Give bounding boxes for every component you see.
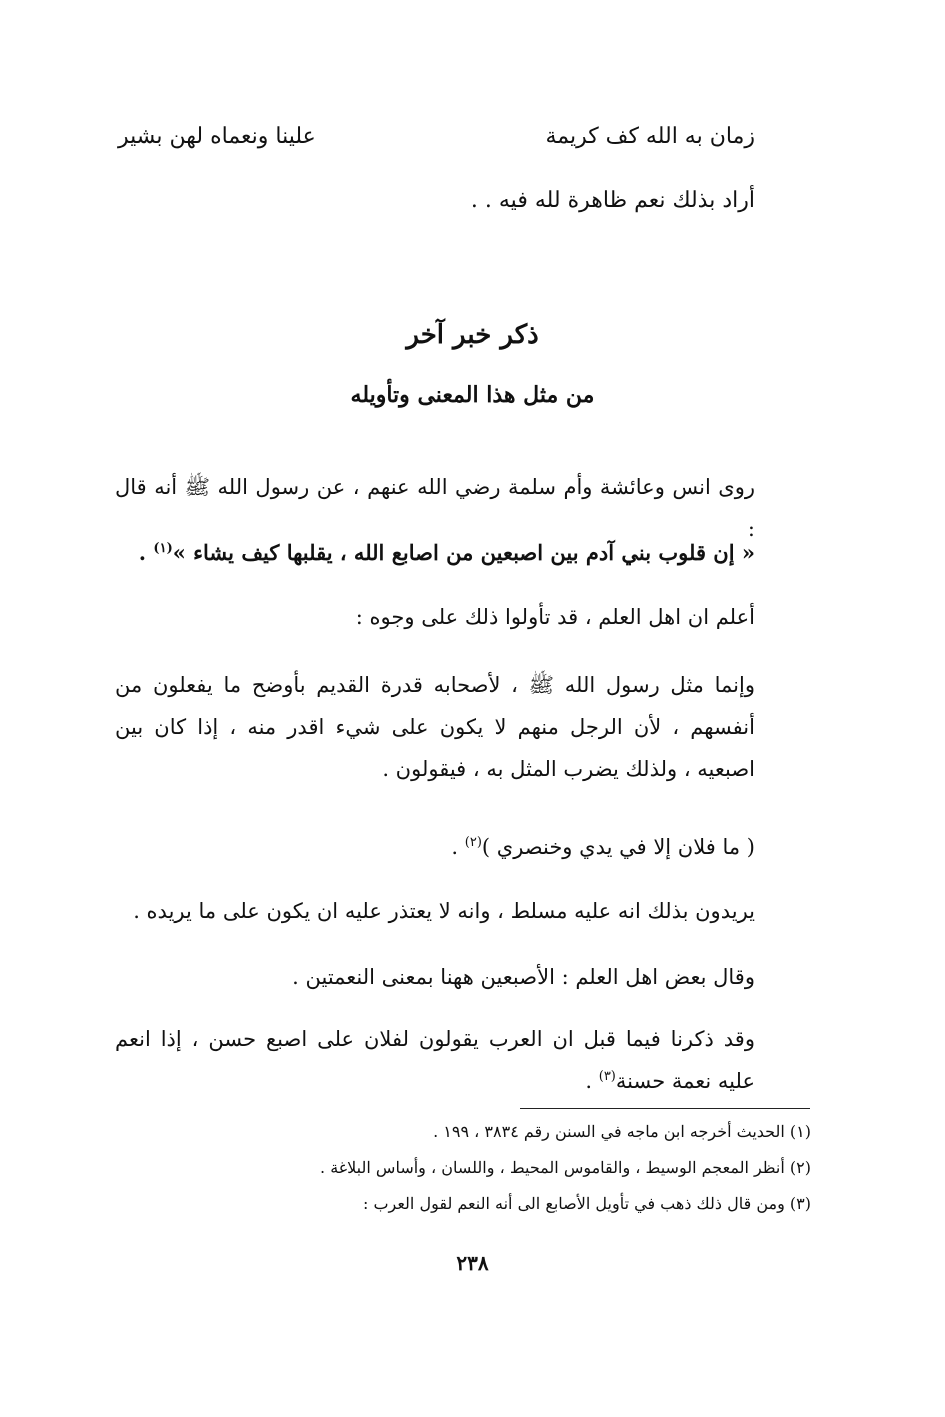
section-subtitle: من مثل هذا المعنى وتأويله bbox=[350, 382, 595, 408]
paragraph-proverb bbox=[115, 826, 755, 868]
paragraph-text: أعلم ان اهل العلم ، قد تأولوا ذلك على وجوه : bbox=[355, 605, 755, 629]
paragraph-text: روى انس وعائشة وأم سلمة رضي الله عنهم ، عن رسول الله ﷺ أنه قال : bbox=[115, 475, 755, 541]
paragraph-hadith bbox=[115, 532, 755, 574]
footnote-ref-3: (٣) bbox=[598, 1069, 616, 1084]
section-title: ذكر خبر آخر bbox=[406, 320, 539, 350]
page-number: ٢٣٨ bbox=[456, 1251, 489, 1275]
paragraph-interpretations bbox=[115, 596, 755, 638]
paragraph-text: يريدون بذلك انه عليه مسلط ، وانه لا يعتذر عليه ان يكون على ما يريده . bbox=[133, 899, 755, 923]
footnote-divider bbox=[520, 1108, 810, 1109]
paragraph-tail: . bbox=[138, 540, 154, 565]
footnote-1: (١) الحديث أخرجه ابن ماجه في السنن رقم ٣٨٣٤ ، ١٩٩ . bbox=[433, 1122, 811, 1141]
verse-first-hemistich: زمان به الله كف كريمة bbox=[545, 124, 755, 149]
hadith-text: « إن قلوب بني آدم بين اصبعين من اصابع الله ، يقلبها كيف يشاء » bbox=[172, 540, 755, 565]
paragraph-tail: . bbox=[585, 1069, 599, 1093]
footnote-3: (٣) ومن قال ذلك ذهب في تأويل الأصابع الى أنه النعم لقول العرب : bbox=[362, 1194, 811, 1213]
paragraph-tail: . bbox=[451, 835, 465, 859]
paragraph-text: وإنما مثل رسول الله ﷺ ، لأصحابه قدرة القديم بأوضح ما يفعلون من أنفسهم ، لأن الرجل منهم لا يكون على شيء اقدر منه ، إذا كان بين اصبعيه ، ولذلك يضرب المثل به ، فيقولون . bbox=[115, 673, 755, 781]
paragraph-text: وقال بعض اهل العلم : الأصبعين ههنا بمعنى النعمتين . bbox=[292, 965, 755, 989]
paragraph-explanation bbox=[115, 664, 755, 790]
paragraph-arab-saying bbox=[115, 1018, 755, 1102]
footnote-ref-2: (٢) bbox=[464, 835, 482, 850]
paragraph-scholars bbox=[115, 956, 755, 998]
intro-line: أراد بذلك نعم ظاهرة لله فيه . . bbox=[470, 188, 755, 213]
footnote-ref-1: (١) bbox=[153, 541, 173, 556]
footnote-2: (٢) أنظر المعجم الوسيط ، والقاموس المحيط ، واللسان ، وأساس البلاغة . bbox=[320, 1158, 811, 1177]
verse-second-hemistich: علينا ونعماه لهن بشير bbox=[118, 124, 316, 149]
proverb-text: ( ما فلان إلا في يدي وخنصري ) bbox=[481, 835, 755, 859]
paragraph-text: وقد ذكرنا فيما قبل ان العرب يقولون لفلان على اصبع حسن ، إذا انعم عليه نعمة حسنة bbox=[115, 1027, 755, 1093]
paragraph-meaning bbox=[115, 890, 755, 932]
